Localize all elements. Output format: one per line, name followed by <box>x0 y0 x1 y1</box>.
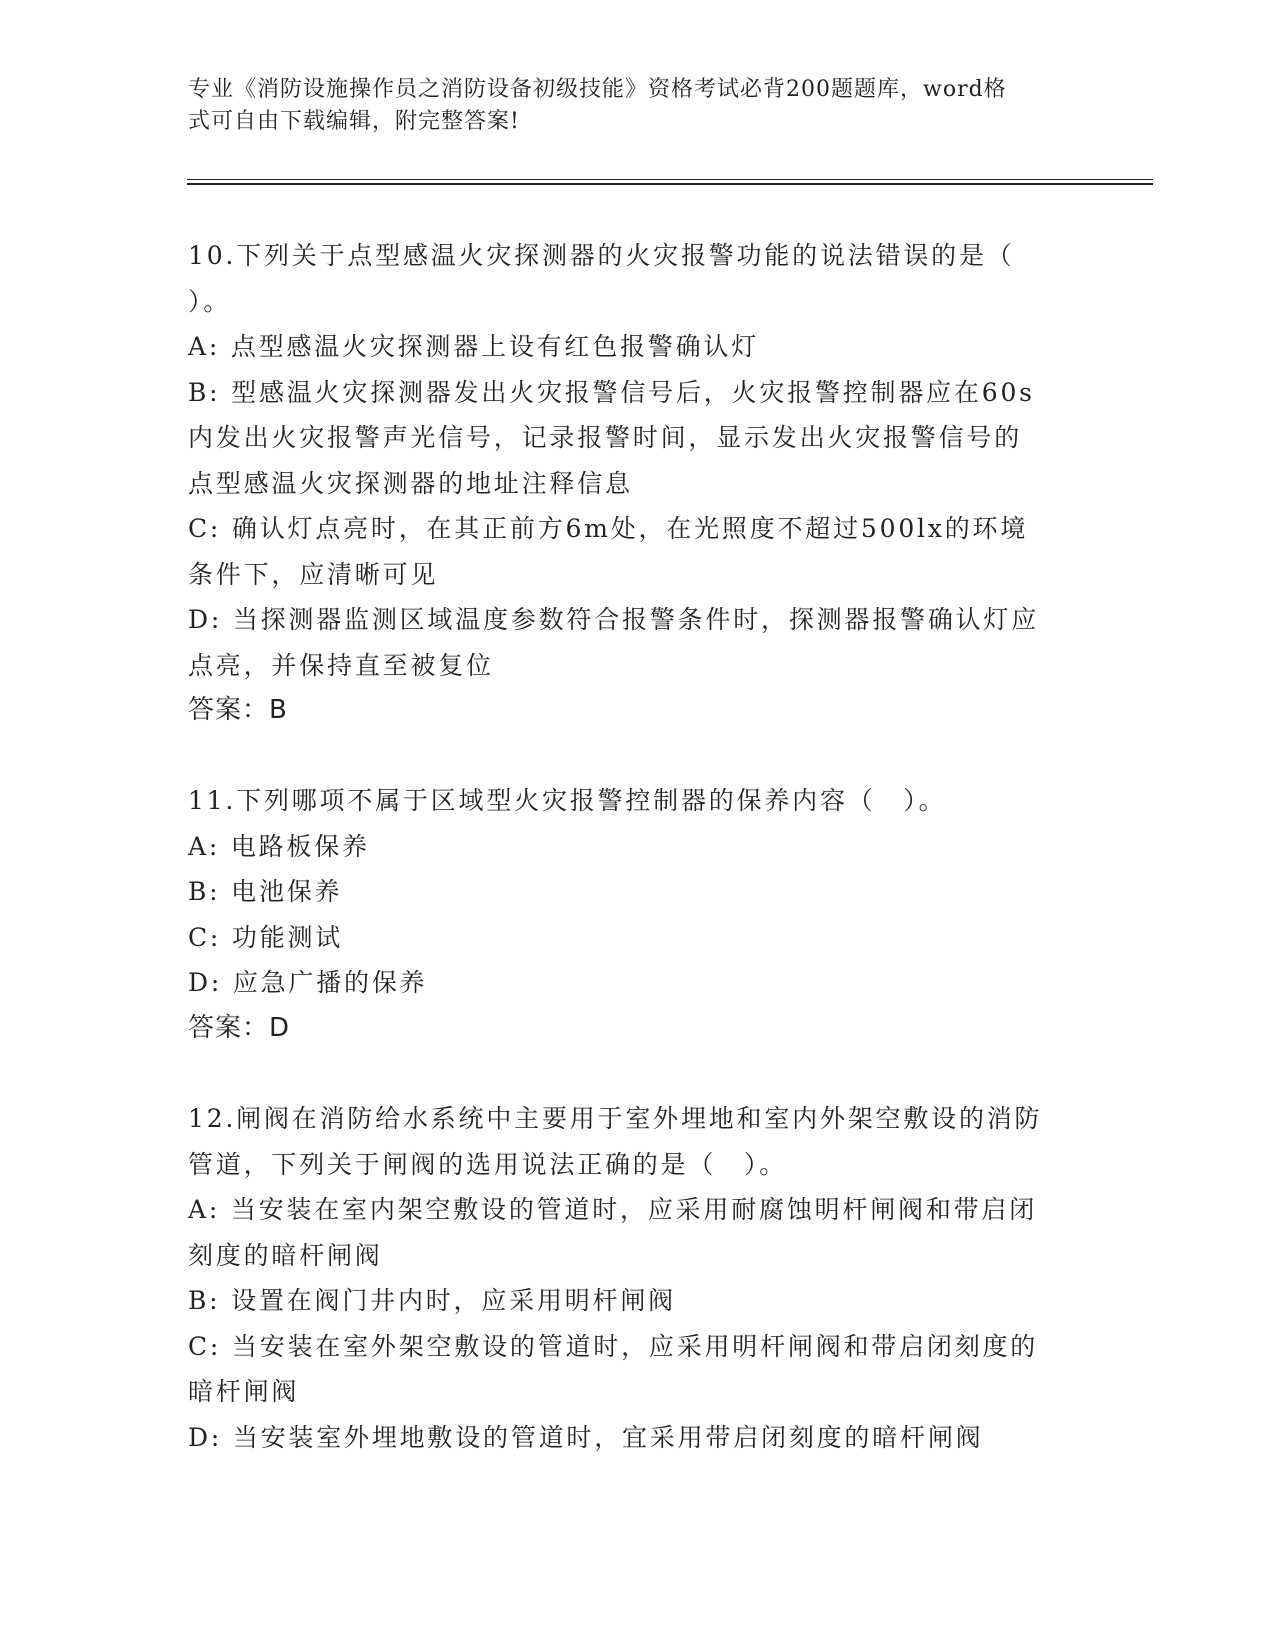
question-stem: 10.下列关于点型感温火灾探测器的火灾报警功能的说法错误的是（ <box>188 241 1015 270</box>
question-stem: 12.闸阀在消防给水系统中主要用于室外埋地和室内外架空敷设的消防 <box>188 1104 1043 1133</box>
option-b: B: 型感温火灾探测器发出火灾报警信号后，火灾报警控制器应在60s <box>188 377 1035 407</box>
document-header <box>188 74 1068 138</box>
option-c: C: 功能测试 <box>188 922 344 952</box>
header-divider-thick <box>187 183 1153 185</box>
question-stem-cont: 管道，下列关于闸阀的选用说法正确的是（ ）。 <box>188 1149 788 1179</box>
option-b-cont: 点型感温火灾探测器的地址注释信息 <box>188 468 633 498</box>
header-line-1: 专业《消防设施操作员之消防设备初级技能》资格考试必背200题题库，word格 <box>188 77 1007 102</box>
option-a: A: 电路板保养 <box>188 831 370 861</box>
option-d: D: 应急广播的保养 <box>188 968 428 997</box>
option-c: C: 确认灯点亮时，在其正前方6m处，在光照度不超过500lx的环境 <box>188 514 1029 543</box>
header-divider-thin <box>187 179 1153 180</box>
question-10 <box>188 233 1068 734</box>
question-11 <box>188 778 1068 1051</box>
option-d: D: 当安装室外埋地敷设的管道时，宜采用带启闭刻度的暗杆闸阀 <box>188 1422 984 1452</box>
option-c-cont: 暗杆闸阀 <box>188 1377 300 1406</box>
option-a-cont: 刻度的暗杆闸阀 <box>188 1240 383 1270</box>
option-b: B: 电池保养 <box>188 877 343 906</box>
answer-key: 答案：D <box>188 1012 291 1043</box>
answer-key: 答案：B <box>188 695 288 725</box>
option-b-cont: 内发出火灾报警声光信号，记录报警时间，显示发出火灾报警信号的 <box>188 423 1023 452</box>
option-d: D: 当探测器监测区域温度参数符合报警条件时，探测器报警确认灯应 <box>188 605 1040 634</box>
header-line-2: 式可自由下载编辑，附完整答案! <box>188 109 520 134</box>
option-a: A: 当安装在室内架空敷设的管道时，应采用耐腐蚀明杆闸阀和带启闭 <box>188 1195 1038 1224</box>
option-c-cont: 条件下，应清晰可见 <box>188 559 439 589</box>
option-b: B: 设置在阀门井内时，应采用明杆闸阀 <box>188 1286 676 1315</box>
question-stem-cont: ）。 <box>188 286 232 316</box>
option-c: C: 当安装在室外架空敷设的管道时，应采用明杆闸阀和带启闭刻度的 <box>188 1331 1039 1361</box>
option-a: A: 点型感温火灾探测器上设有红色报警确认灯 <box>188 332 760 361</box>
option-d-cont: 点亮，并保持直至被复位 <box>188 650 494 680</box>
question-12 <box>188 1096 1068 1460</box>
question-stem: 11.下列哪项不属于区域型火灾报警控制器的保养内容（ ）。 <box>188 786 947 815</box>
